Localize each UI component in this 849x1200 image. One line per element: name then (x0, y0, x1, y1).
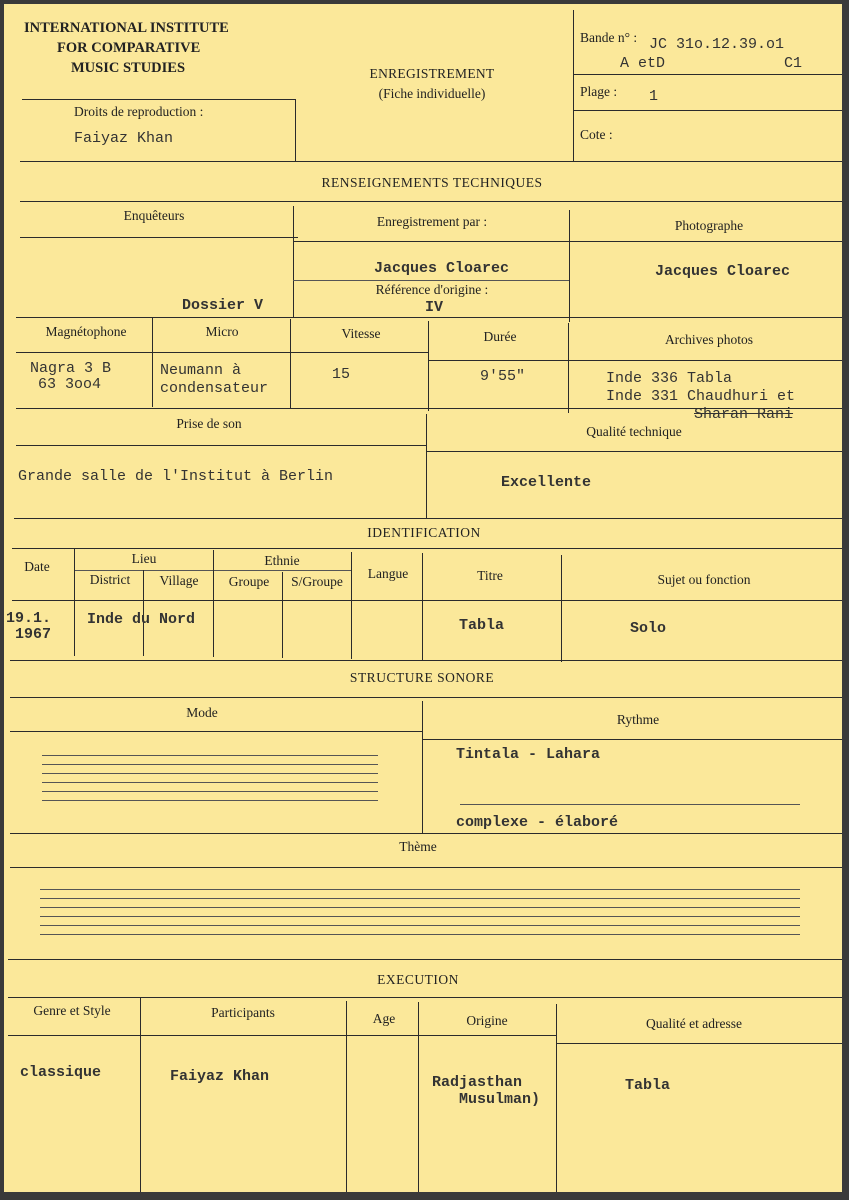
qualite-adresse-value: Tabla (625, 1077, 671, 1094)
structure-header-line-b (422, 739, 842, 740)
archives-value-3: Sharan Rani (694, 406, 794, 423)
mode-line-3 (42, 773, 378, 774)
technique-section-title: RENSEIGNEMENTS TECHNIQUES (321, 175, 543, 190)
header-line-plage (573, 110, 842, 111)
header-bottom-line (20, 161, 842, 162)
institute-name-line-2: FOR COMPARATIVE (57, 40, 201, 56)
exec-divider-2 (346, 1001, 347, 1192)
execution-section-title: EXECUTION (377, 972, 459, 987)
archives-value-2: Inde 331 Chaudhuri et (606, 388, 796, 405)
magnetophone-value-1: Nagra 3 B (30, 360, 112, 377)
tech-header-line-b (293, 241, 842, 242)
mode-line-2 (42, 764, 378, 765)
institute-name-line-3: MUSIC STUDIES (71, 60, 186, 76)
form-title: ENREGISTREMENT (369, 66, 495, 81)
archives-value-1: Inde 336 Tabla (606, 370, 733, 387)
qualite-value: Excellente (501, 474, 592, 491)
genre-label: Genre et Style (33, 1003, 111, 1018)
theme-line-5 (40, 925, 800, 926)
prise-value: Grande salle de l'Institut à Berlin (18, 468, 334, 485)
genre-value: classique (20, 1064, 102, 1081)
groupe-label: Groupe (228, 574, 270, 589)
reference-line (293, 280, 569, 281)
district-label: District (89, 572, 131, 587)
tech-row3-divider (426, 414, 427, 519)
magnetophone-value-2: 63 3oo4 (38, 376, 102, 393)
exec-header-line-b (556, 1043, 842, 1044)
rythme-value-2: complexe - élaboré (456, 814, 619, 831)
sgroupe-label: S/Groupe (291, 574, 343, 589)
exec-divider-1 (140, 998, 141, 1192)
participants-label: Participants (211, 1005, 275, 1020)
plage-value: 1 (649, 88, 659, 105)
enqueteurs-label: Enquêteurs (123, 208, 185, 223)
tech-row2-header-line-b (428, 360, 842, 361)
photographe-label: Photographe (674, 218, 744, 233)
technique-bottom-line (14, 518, 842, 519)
duree-label: Durée (483, 329, 517, 344)
technique-title-line (20, 201, 842, 202)
village-label: Village (159, 573, 199, 588)
bande-value: JC 31o.12.39.o1 (649, 36, 785, 53)
structure-header-line-a (10, 731, 422, 732)
bande-label: Bande n° : (580, 30, 638, 45)
institute-name-line-1: INTERNATIONAL INSTITUTE (24, 20, 229, 36)
origine-value-1: Radjasthan (432, 1074, 523, 1091)
mode-line-6 (42, 800, 378, 801)
ident-divider-ethnie (351, 552, 352, 659)
theme-line-6 (40, 934, 800, 935)
header-line-droits (22, 99, 296, 100)
ident-divider-date (74, 549, 75, 656)
header-divider-right (573, 10, 574, 162)
qualite-label: Qualité technique (586, 424, 682, 439)
enregistrement-par-value: Jacques Cloarec (374, 260, 510, 277)
structure-theme-line (10, 833, 842, 834)
structure-divider (422, 701, 423, 833)
sujet-value: Solo (630, 620, 667, 637)
vitesse-value: 15 (332, 366, 351, 383)
structure-section-title: STRUCTURE SONORE (349, 670, 495, 685)
duree-value: 9'55" (480, 368, 526, 385)
record-card (4, 4, 842, 1192)
tech-row3-header-line-a (16, 445, 426, 446)
mode-line-4 (42, 782, 378, 783)
bande-value-2: A etD (620, 55, 666, 72)
origine-label: Origine (466, 1013, 508, 1028)
lieu-value: Inde du Nord (87, 611, 196, 628)
exec-header-line-a (8, 1035, 556, 1036)
structure-bottom-line (8, 959, 842, 960)
tech-row2-divider-3 (428, 321, 429, 411)
mode-line-5 (42, 791, 378, 792)
sujet-label: Sujet ou fonction (657, 572, 751, 587)
micro-label: Micro (205, 324, 239, 339)
ethnie-label: Ethnie (264, 553, 300, 568)
micro-value-2: condensateur (160, 380, 269, 397)
tech-row2-divider-2 (290, 319, 291, 409)
tech-row2-divider-1 (152, 317, 153, 407)
prise-label: Prise de son (176, 416, 242, 431)
identification-section-title: IDENTIFICATION (367, 525, 481, 540)
theme-line-2 (40, 898, 800, 899)
tech-row3-top-line (16, 408, 842, 409)
tech-row2-top-line (16, 317, 842, 318)
magnetophone-label: Magnétophone (45, 324, 127, 339)
bande-value-3: C1 (784, 55, 803, 72)
mode-label: Mode (186, 705, 218, 720)
tech-row2-header-line-a (16, 352, 428, 353)
tech-divider-2 (569, 210, 570, 322)
form-subtitle: (Fiche individuelle) (378, 86, 486, 101)
tech-row2-divider-4 (568, 323, 569, 413)
enqueteurs-value: Dossier V (182, 297, 264, 314)
lieu-label: Lieu (131, 551, 157, 566)
exec-divider-4 (556, 1004, 557, 1192)
header-line-bande (573, 74, 842, 75)
vitesse-label: Vitesse (341, 326, 381, 341)
rythme-value-1: Tintala - Lahara (456, 746, 601, 763)
rythme-label: Rythme (616, 712, 660, 727)
tech-divider-1 (293, 206, 294, 318)
theme-line-4 (40, 916, 800, 917)
titre-value: Tabla (459, 617, 505, 634)
tech-header-line-a (20, 237, 298, 238)
ident-divider-langue (422, 553, 423, 660)
identification-title-line (12, 548, 842, 549)
ident-header-line (12, 600, 842, 601)
photographe-value: Jacques Cloarec (655, 263, 791, 280)
theme-header-line (10, 867, 842, 868)
qualite-adresse-label: Qualité et adresse (646, 1016, 742, 1031)
micro-value-1: Neumann à (160, 362, 242, 379)
titre-label: Titre (477, 568, 503, 583)
ident-divider-titre (561, 555, 562, 662)
date-label: Date (24, 559, 50, 574)
droits-label: Droits de reproduction : (74, 104, 204, 119)
participants-value: Faiyaz Khan (170, 1068, 270, 1085)
mode-line-1 (42, 755, 378, 756)
rythme-underline (460, 804, 800, 805)
cote-label: Cote : (580, 127, 613, 142)
langue-label: Langue (367, 566, 409, 581)
droits-value: Faiyaz Khan (74, 130, 174, 147)
plage-label: Plage : (580, 84, 618, 99)
date-value-1: 19.1. (6, 610, 52, 627)
enregistrement-par-label: Enregistrement par : (376, 214, 488, 229)
theme-line-1 (40, 889, 800, 890)
ident-divider-lieu (213, 550, 214, 657)
reference-value: IV (425, 299, 444, 316)
reference-label: Référence d'origine : (375, 282, 489, 297)
structure-title-line (10, 697, 842, 698)
date-value-2: 1967 (15, 626, 52, 643)
droits-divider (295, 99, 296, 162)
origine-value-2: Musulman) (459, 1091, 541, 1108)
archives-label: Archives photos (664, 332, 754, 347)
theme-line-3 (40, 907, 800, 908)
ident-divider-groupe (282, 572, 283, 658)
tech-row3-header-line-b (426, 451, 842, 452)
identification-bottom-line (10, 660, 842, 661)
exec-divider-3 (418, 1002, 419, 1192)
theme-label: Thème (399, 839, 437, 854)
execution-title-line (8, 997, 842, 998)
age-label: Age (372, 1011, 396, 1026)
